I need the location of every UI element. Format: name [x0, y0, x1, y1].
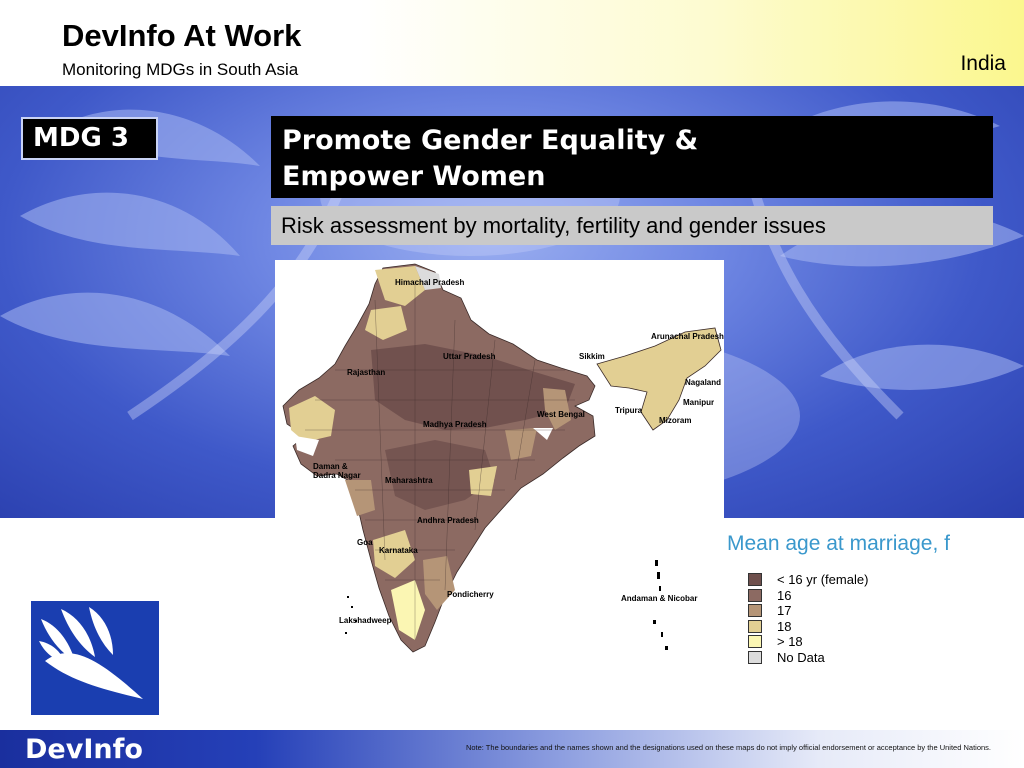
map-label-uttar: Uttar Pradesh — [443, 352, 496, 361]
goal-title-line-2: Empower Women — [282, 161, 546, 192]
country-label: India — [960, 52, 1006, 75]
map-label-mizoram: Mizoram — [659, 416, 692, 425]
goal-title-line-1: Promote Gender Equality & — [282, 125, 699, 156]
legend-label: 17 — [777, 603, 792, 619]
page-subtitle: Monitoring MDGs in South Asia — [62, 60, 299, 79]
legend-swatch — [748, 620, 762, 633]
legend-label: 18 — [777, 618, 792, 634]
page-title: DevInfo At Work — [62, 18, 302, 53]
map-label-rajasthan: Rajasthan — [347, 368, 386, 377]
map-label-himachal: Himachal Pradesh — [395, 278, 465, 287]
map-label-goa: Goa — [357, 538, 373, 547]
legend-item — [748, 650, 868, 666]
legend-swatch — [748, 604, 762, 617]
map-legend — [748, 572, 868, 665]
map-label-manipur: Manipur — [683, 398, 715, 407]
legend-swatch — [748, 635, 762, 648]
map-label-tripura: Tripura — [615, 406, 643, 415]
legend-label: 16 — [777, 587, 792, 603]
devinfo-logo — [31, 601, 159, 715]
map-label-andaman: Andaman & Nicobar — [621, 594, 698, 603]
legend-swatch — [748, 589, 762, 602]
legend-label: < 16 yr (female) — [777, 572, 869, 588]
risk-assessment-title: Risk assessment by mortality, fertility and gender issues — [271, 206, 993, 245]
map-label-maharashtra: Maharashtra — [385, 476, 433, 485]
map-label-lakshadweep: Lakshadweep — [339, 616, 392, 625]
footer — [0, 730, 1024, 768]
coastal-maharashtra-region — [345, 480, 375, 516]
map-label-nagaland: Nagaland — [685, 378, 722, 387]
map-label-daman: Daman & — [313, 462, 348, 471]
legend-item — [748, 588, 868, 604]
legend-item — [748, 619, 868, 635]
map-label-pondicherry: Pondicherry — [447, 590, 494, 599]
map-label-dadra: Dadra Nagar — [313, 471, 361, 480]
andaman-islands — [653, 560, 668, 650]
legend-item — [748, 572, 868, 588]
legend-item — [748, 634, 868, 650]
legend-swatch — [748, 651, 762, 664]
lakshadweep-islands — [345, 596, 357, 634]
mdg-label: MDG 3 — [21, 117, 158, 160]
map-label-karnataka: Karnataka — [379, 546, 418, 555]
brand-name: DevInfo — [25, 734, 143, 765]
goal-title — [271, 116, 993, 198]
map-label-andhra: Andhra Pradesh — [417, 516, 479, 525]
legend-item — [748, 603, 868, 619]
map-label-madhya: Madhya Pradesh — [423, 420, 487, 429]
map-label-sikkim: Sikkim — [579, 352, 605, 361]
legend-label: No Data — [777, 649, 825, 665]
map-label-bengal: West Bengal — [537, 410, 585, 419]
map-label-arunachal: Arunachal Pradesh — [651, 332, 724, 341]
legend-label: > 18 — [777, 634, 803, 650]
header — [0, 0, 1024, 86]
leaf-logo-icon — [31, 601, 159, 715]
legend-title: Mean age at marriage, f — [727, 532, 950, 555]
legend-swatch — [748, 573, 762, 586]
india-map — [275, 260, 724, 660]
disclaimer-note: Note: The boundaries and the names shown and the designations used on these maps do not imply official endorsement or acceptance by the United Nations. — [465, 743, 991, 752]
